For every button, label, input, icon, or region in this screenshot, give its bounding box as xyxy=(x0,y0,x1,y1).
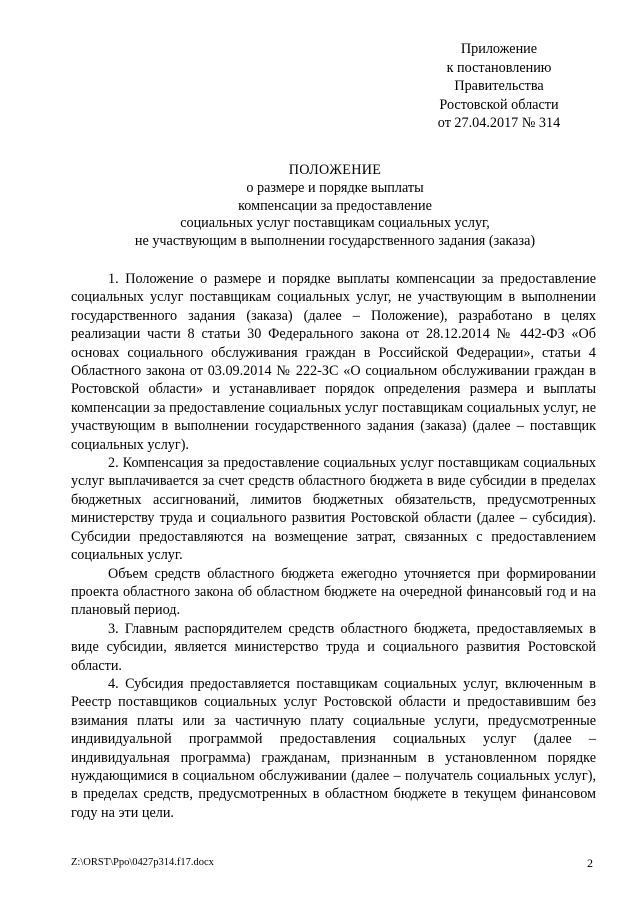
appendix-header xyxy=(414,40,584,133)
paragraph: 1. Положение о размере и порядке выплаты компенсации за предоставление социальных услуг поставщикам социальных услуг, не участвующим в выполнении государственного задания (заказа) (далее – Положение), разработано в целях реализации части 8 статьи 30 Федерального закона от 28.12.2014 № 442-ФЗ «Об основах социального обслуживания граждан в Российской Федерации», статьи 4 Областного закона от 03.09.2014 № 222-ЗС «О социальном обслуживании граждан в Ростовской области» и устанавливает порядок определения размера и выплаты компенсации за предоставление социальных услуг поставщикам социальных услуг, не участвующим в выполнении государственного задания (заказа) (далее – поставщик социальных услуг). xyxy=(71,271,596,453)
footer-file-path: Z:\ORST\Ppo\0427p314.f17.docx xyxy=(71,857,214,868)
footer-page-number: 2 xyxy=(587,856,593,870)
document-title xyxy=(70,162,600,251)
title-line: о размере и порядке выплаты xyxy=(246,179,424,196)
paragraph: 2. Компенсация за предоставление социальных услуг поставщикам социальных услуг выплачивается за счет средств областного бюджета в виде субсидии в пределах бюджетных ассигнований, лимитов бюджетных обязательств, предусмотренных министерству труда и социального развития Ростовской области (далее – субсидия). Субсидии предоставляются на возмещение затрат, связанных с предоставлением социальных услуг. xyxy=(71,455,596,564)
document-body xyxy=(71,270,596,822)
paragraph: 4. Субсидия предоставляется поставщикам социальных услуг, включенным в Реестр поставщиков социальных услуг Ростовской области и предоставившим без взимания платы или за частичную плату социальные услуги, предусмотренные индивидуальной программой предоставления социальных услуг (далее – индивидуальная программа) гражданам, признанным в установленном порядке нуждающимися в социальном обслуживании (далее – получатель социальных услуг), в пределах средств, предусмотренных в областном бюджете в текущем финансовом году на эти цели. xyxy=(71,675,596,821)
appendix-line: Правительства xyxy=(454,78,544,95)
paragraph: Объем средств областного бюджета ежегодно уточняется при формировании проекта областного закона об областном бюджете на очередной финансовый год и на плановый период. xyxy=(71,565,596,619)
title-line: компенсации за предоставление xyxy=(238,197,432,214)
paragraph: 3. Главным распорядителем средств областного бюджета, предоставляемых в виде субсидии, является министерство труда и социального развития Ростовской области. xyxy=(71,620,596,674)
title-main: ПОЛОЖЕНИЕ xyxy=(288,162,382,178)
title-line: не участвующим в выполнении государственного задания (заказа) xyxy=(134,233,536,250)
appendix-line: к постановлению xyxy=(446,59,552,76)
appendix-line: от 27.04.2017 № 314 xyxy=(437,115,561,132)
title-line: социальных услуг поставщикам социальных услуг, xyxy=(180,215,490,232)
appendix-line: Приложение xyxy=(460,41,538,57)
appendix-line: Ростовской области xyxy=(439,96,559,113)
